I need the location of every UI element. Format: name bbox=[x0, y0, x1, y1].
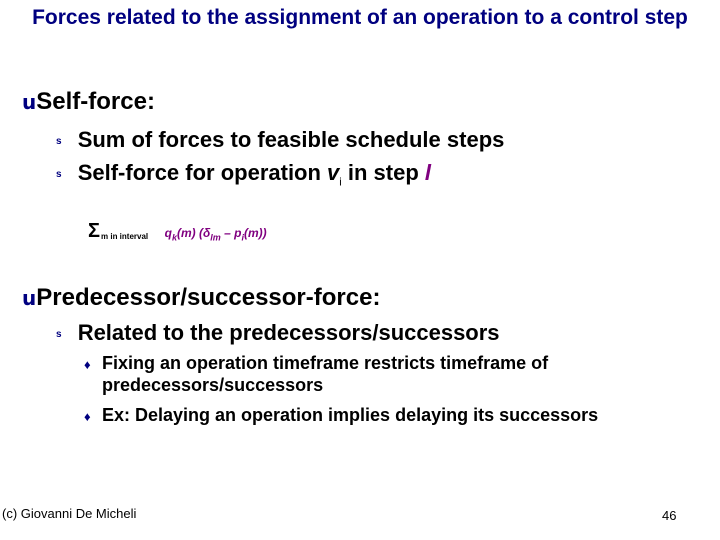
formula-q: q bbox=[164, 226, 172, 240]
self-force-formula bbox=[88, 220, 267, 243]
sigma-symbol: Σ bbox=[88, 220, 101, 242]
diamond-bullet-icon: ♦ bbox=[84, 357, 91, 372]
footer-copyright: (c) Giovanni De Micheli bbox=[2, 506, 137, 521]
self-force-item-2-prefix: Self-force for operation bbox=[77, 160, 328, 185]
formula-q-arg: (m) ( bbox=[176, 226, 203, 240]
square-bullet-icon: s bbox=[56, 169, 62, 180]
formula-delta: δ bbox=[202, 226, 211, 240]
pred-succ-heading: Predecessor/successor-force: bbox=[36, 284, 381, 311]
formula-p-sub: i bbox=[241, 232, 244, 243]
pred-succ-subitem-2 bbox=[84, 404, 684, 426]
slide-title: Forces related to the assignment of an operation to a control step bbox=[32, 6, 688, 29]
bullet-self-force bbox=[22, 88, 155, 116]
var-v: v bbox=[327, 160, 340, 185]
var-v-subscript: i bbox=[339, 176, 342, 189]
square-bullet-icon: s bbox=[56, 136, 62, 147]
self-force-heading: Self-force: bbox=[36, 88, 155, 115]
step-l: l bbox=[424, 160, 431, 185]
page-number: 46 bbox=[662, 508, 677, 523]
diamond-bullet-icon: ♦ bbox=[84, 409, 91, 424]
self-force-item-2-mid: in step bbox=[341, 160, 425, 185]
diamond-bullet-icon: u bbox=[22, 286, 37, 310]
pred-succ-item-text: Related to the predecessors/successors bbox=[77, 320, 500, 345]
self-force-item-2 bbox=[56, 160, 431, 188]
formula-q-sub: k bbox=[171, 232, 177, 243]
formula-delta-sub: lm bbox=[210, 232, 221, 243]
sum-range: m in interval bbox=[101, 232, 149, 241]
self-force-item-1-text: Sum of forces to feasible schedule steps bbox=[77, 127, 505, 152]
self-force-item-2-text bbox=[77, 160, 431, 189]
square-bullet-icon: s bbox=[56, 329, 62, 340]
diamond-bullet-icon: u bbox=[22, 90, 37, 114]
formula-p-arg: (m)) bbox=[244, 226, 267, 240]
pred-succ-subitem-1-text: Fixing an operation timeframe restricts timeframe of predecessors/successors bbox=[102, 353, 549, 395]
pred-succ-subitem-2-text: Ex: Delaying an operation implies delaying its successors bbox=[102, 405, 599, 425]
formula-body bbox=[164, 226, 267, 243]
bullet-pred-succ-force bbox=[22, 284, 380, 312]
formula-p: p bbox=[234, 226, 242, 240]
pred-succ-subitem-1 bbox=[84, 352, 624, 396]
pred-succ-item bbox=[56, 320, 500, 346]
formula-minus: – bbox=[220, 226, 235, 240]
self-force-item-1 bbox=[56, 127, 504, 153]
